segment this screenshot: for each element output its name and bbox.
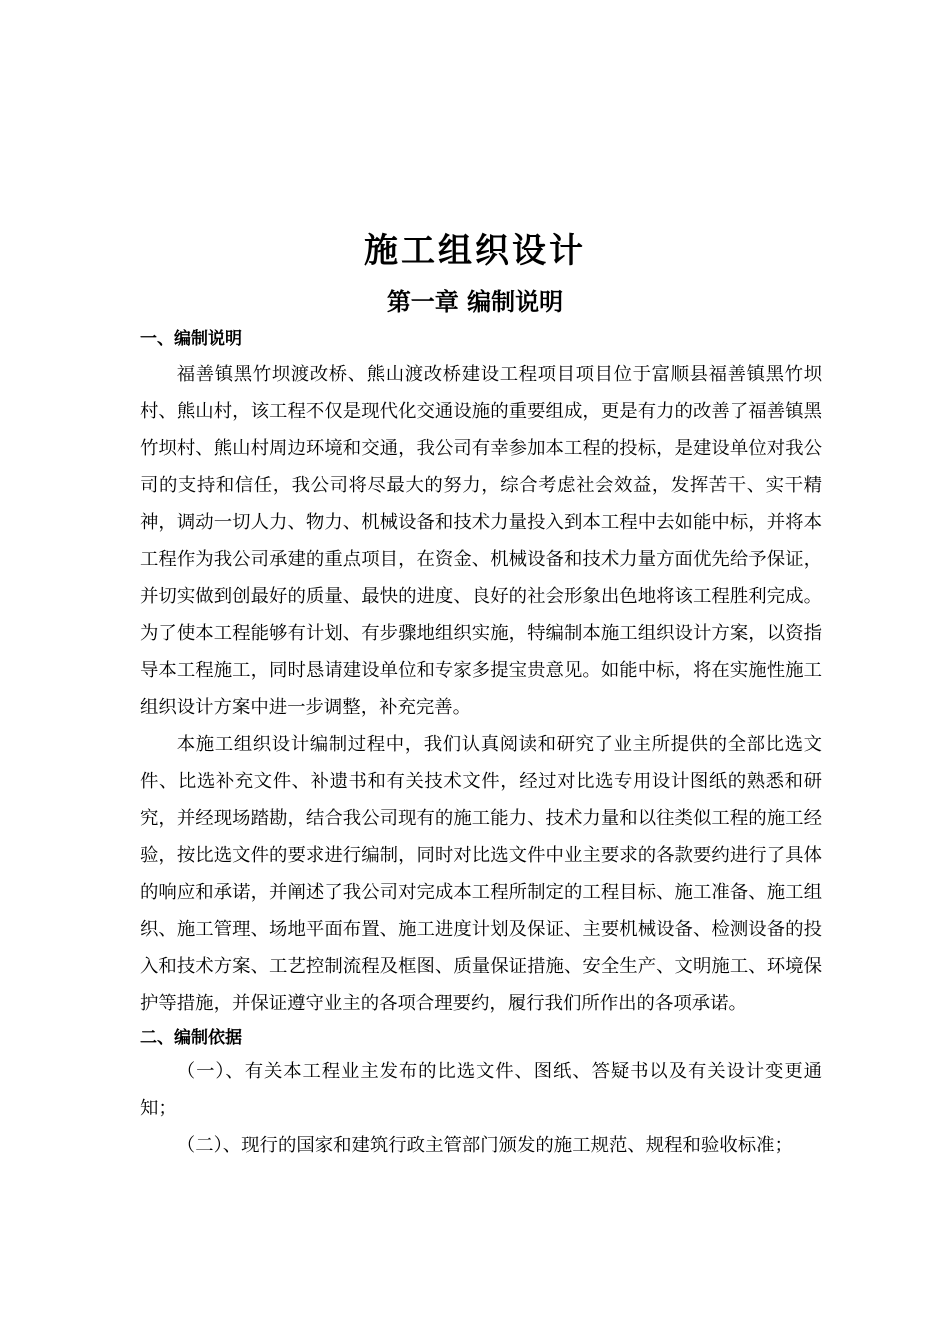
section-heading-1: 一、编制说明 — [140, 329, 242, 349]
paragraph-1: 福善镇黑竹坝渡改桥、熊山渡改桥建设工程项目项目位于富顺县福善镇黑竹坝村、熊山村，该工程不仅是现代化交通设施的重要组成，更是有力的改善了福善镇黑竹坝村、熊山村周边环境和交通，我公司有幸参加本工程的投标，是建设单位对我公司的支持和信任，我公司将尽最大的努力，综合考虑社会效益，发挥苦干、实干精神，调动一切人力、物力、机械设备和技术力量投入到本工程中去如能中标，并将本工程作为我公司承建的重点项目，在资金、机械设备和技术力量方面优先给予保证，并切实做到创最好的质量、最快的进度、良好的社会形象出色地将该工程胜利完成。为了使本工程能够有计划、有步骤地组织实施，特编制本施工组织设计方案，以资指导本工程施工，同时恳请建设单位和专家多提宝贵意见。如能中标，将在实施性施工组织设计方案中进一步调整，补充完善。 — [140, 364, 822, 718]
chapter-heading: 第一章 编制说明 — [386, 287, 564, 316]
paragraph-2: 本施工组织设计编制过程中，我们认真阅读和研究了业主所提供的全部比选文件、比选补充文件、补遗书和有关技术文件，经过对比选专用设计图纸的熟悉和研究，并经现场踏勘，结合我公司现有的施工能力、技术力量和以往类似工程的施工经验，按比选文件的要求进行编制，同时对比选文件中业主要求的各款要约进行了具体的响应和承诺，并阐述了我公司对完成本工程所制定的工程目标、施工准备、施工组织、施工管理、场地平面布置、施工进度计划及保证、主要机械设备、检测设备的投入和技术方案、工艺控制流程及框图、质量保证措施、安全生产、文明施工、环境保护等措施，并保证遵守业主的各项合理要约，履行我们所作出的各项承诺。 — [140, 734, 822, 1014]
document-title: 施工组织设计 — [364, 231, 586, 271]
document-body — [140, 324, 822, 1164]
section-heading-2: 二、编制依据 — [140, 1028, 242, 1048]
basis-item-2: （二）、现行的国家和建筑行政主管部门颁发的施工规范、规程和验收标准； — [176, 1135, 793, 1156]
basis-item-1: （一）、有关本工程业主发布的比选文件、图纸、答疑书以及有关设计变更通知； — [140, 1061, 822, 1119]
